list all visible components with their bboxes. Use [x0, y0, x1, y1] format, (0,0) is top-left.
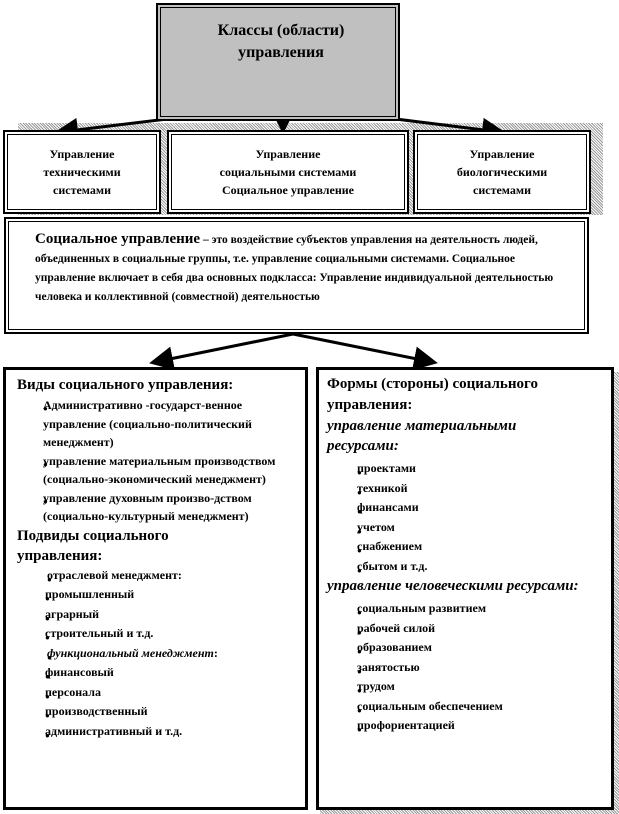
type-item — [33, 452, 295, 489]
form-text: профориентацией — [357, 718, 455, 732]
subtype-group — [17, 644, 295, 664]
type-text: Административно -государст-венное управление (социально-политический менеджмент) — [43, 398, 252, 449]
material-label: управление материальными ресурсами: — [327, 418, 517, 454]
class-biological — [414, 131, 590, 213]
form-item — [327, 557, 601, 577]
class-line: Социальное управление — [221, 183, 355, 197]
subtype-text: строительный и т.д. — [45, 626, 154, 640]
subtype-text: промышленный — [45, 587, 135, 601]
form-item — [327, 479, 601, 499]
arrow — [155, 334, 293, 362]
definition-term: Социальное управление — [35, 231, 201, 247]
subtype-item — [25, 683, 295, 703]
form-item — [327, 619, 601, 639]
class-line: Управление — [469, 147, 535, 161]
form-text: проектами — [357, 461, 416, 475]
form-item — [327, 537, 601, 557]
subtype-item — [25, 605, 295, 625]
form-text: социальным развитием — [357, 601, 486, 615]
form-text: занятостью — [357, 659, 420, 674]
type-item — [33, 396, 295, 452]
subtype-item — [25, 663, 295, 683]
class-line: Управление — [49, 147, 115, 161]
subtype-group-label: функциональный менеджмент — [47, 645, 214, 660]
subtype-text: административный и т.д. — [45, 723, 183, 738]
class-line: системами — [53, 183, 111, 197]
class-line: Управление — [255, 147, 321, 161]
definition-box — [5, 218, 588, 333]
definition-text: – это воздействие субъектов управления на деятельность людей, объединенных в социальные группы, т.е. управление социальными системами. Социальное управление включает в себя два основных подкласса: Управление индивидуальной деятельностью человека и коллективной (совместной) деятельностью — [35, 234, 554, 303]
subtype-item — [25, 624, 295, 644]
subtype-text: аграрный — [45, 606, 99, 621]
form-item — [327, 697, 601, 717]
class-line: системами — [473, 183, 531, 197]
form-text: образованием — [357, 640, 432, 654]
form-item — [327, 638, 601, 658]
form-text: снабжением — [357, 539, 423, 553]
form-item — [327, 658, 601, 678]
subtype-item — [25, 702, 295, 722]
subtype-group-label: отраслевой менеджмент: — [47, 567, 182, 582]
arrow — [293, 334, 432, 362]
subtype-item — [25, 585, 295, 605]
root-box — [157, 4, 399, 120]
form-item — [327, 459, 601, 479]
form-text: трудом — [357, 679, 395, 693]
class-social — [168, 131, 408, 213]
human-label: управление человеческими ресурсами: — [327, 578, 579, 594]
forms-box — [316, 367, 614, 810]
type-text: управление духовным произво-дством (социально-культурный менеджмент) — [43, 490, 252, 523]
type-item — [33, 489, 295, 526]
form-item — [327, 677, 601, 697]
subtype-text: производственный — [45, 704, 148, 718]
subtype-item — [25, 722, 185, 742]
type-text: управление материальным производством (социально-экономический менеджмент) — [43, 453, 276, 486]
form-item — [327, 599, 601, 619]
subtype-text: персонала — [45, 684, 101, 699]
form-text: сбытом и т.д. — [357, 558, 428, 573]
colon: : — [213, 645, 218, 660]
subtype-text: финансовый — [45, 665, 114, 679]
forms-title: Формы (стороны) социального управления: — [327, 376, 538, 413]
subtype-group — [17, 566, 295, 586]
form-item — [327, 716, 601, 736]
form-item — [327, 498, 601, 518]
form-text: социальным обеспечением — [357, 698, 503, 713]
types-title: Виды социального управления: — [17, 377, 234, 393]
class-technical — [4, 131, 160, 213]
class-line: техническими — [43, 165, 121, 179]
class-line: биологическими — [456, 165, 548, 179]
root-title: Классы (области) управления — [217, 22, 345, 61]
form-item — [327, 518, 601, 538]
class-line: социальными системами — [219, 165, 357, 179]
subtypes-title: Подвиды социального управления: — [17, 527, 169, 564]
types-box — [3, 367, 308, 810]
form-text: рабочей силой — [357, 620, 436, 635]
form-text: учетом — [357, 519, 395, 534]
form-text: техникой — [357, 480, 408, 495]
form-text: финансами — [357, 500, 419, 514]
